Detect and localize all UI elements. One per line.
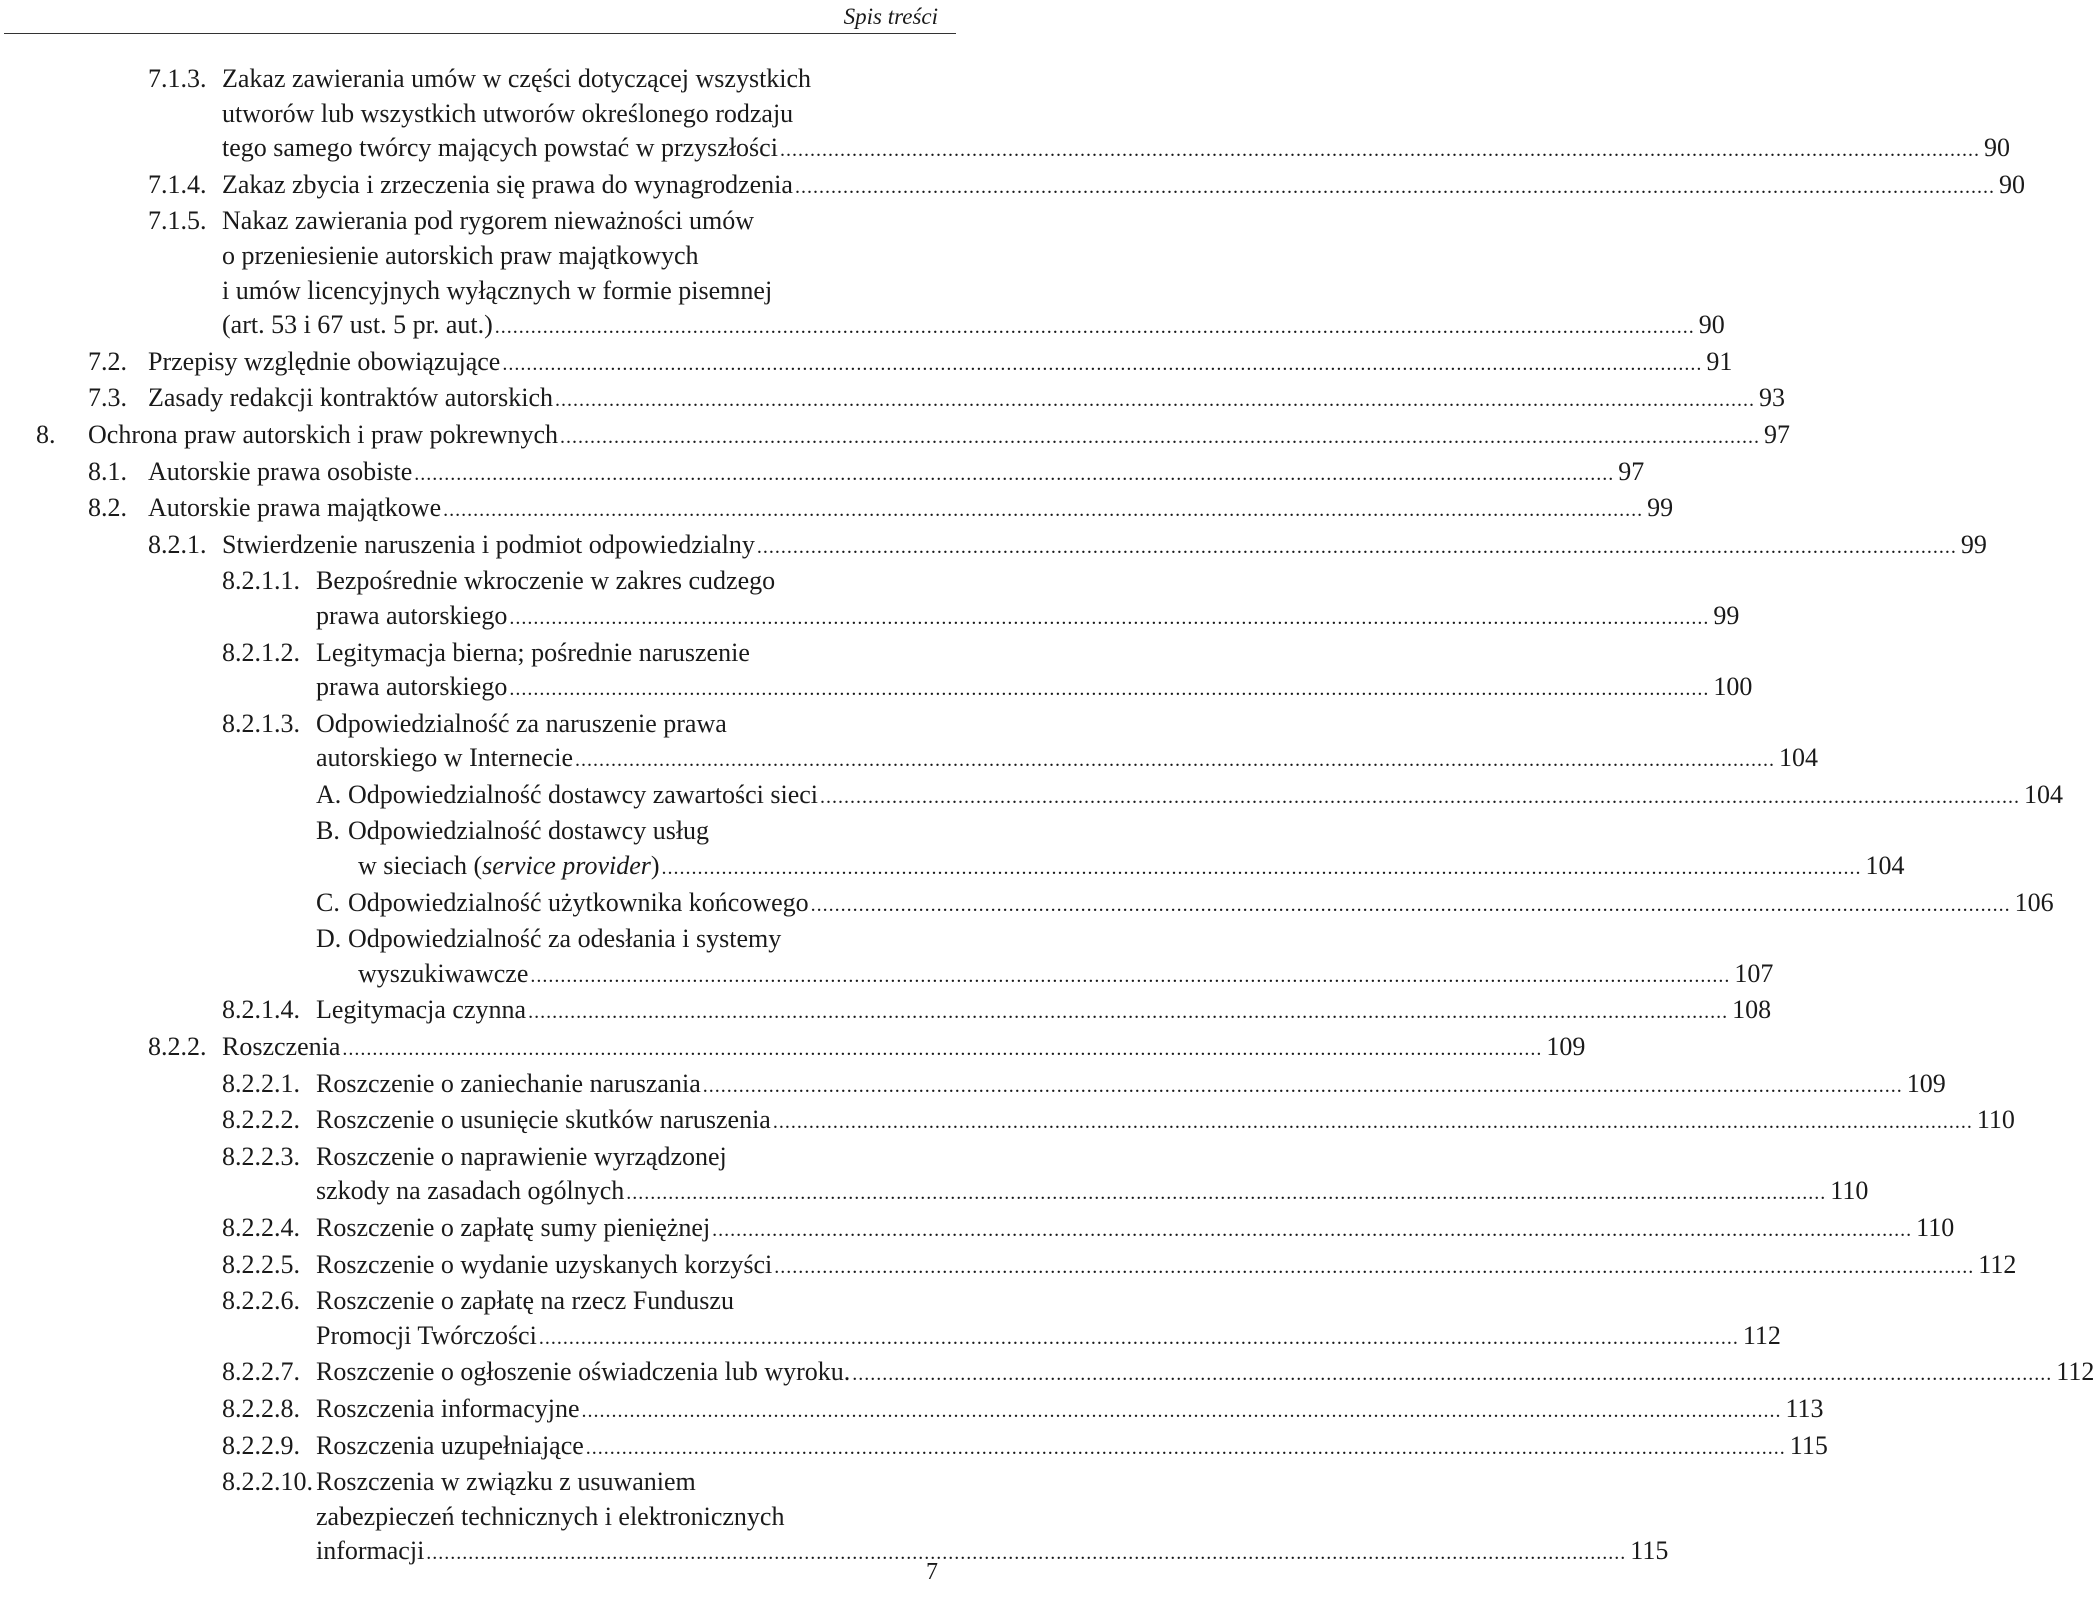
toc-entry-page: 100 <box>1713 672 1753 702</box>
table-of-contents <box>0 62 2094 1571</box>
page-header <box>0 0 960 36</box>
toc-entry-title-line: Odpowiedzialność za naruszenie prawa <box>316 708 727 738</box>
toc-entry-title-line: Ochrona praw autorskich i praw pokrewnych <box>88 419 559 449</box>
toc-entry[interactable] <box>0 814 1905 885</box>
toc-entry-number: 8.2.2.4. <box>222 1213 300 1242</box>
toc-entry-title-line: Zakaz zawierania umów w części dotyczącej wszystkich <box>222 64 812 93</box>
toc-entry-title-line: Autorskie prawa osobiste <box>148 456 413 486</box>
toc-entry-title <box>316 993 1771 1030</box>
dot-leader: ........................................................................................................................................................................................................ <box>538 1326 1739 1349</box>
toc-entry-title <box>316 1429 1828 1466</box>
toc-entry-title-line: Roszczenia uzupełniające <box>316 1430 584 1460</box>
toc-entry-page: 115 <box>1630 1536 1669 1566</box>
dot-leader: ........................................................................................................................................................................................................ <box>626 1182 1827 1205</box>
toc-entry-title <box>148 491 1673 528</box>
dot-leader: ........................................................................................................................................................................................................ <box>502 352 1703 375</box>
dot-leader: ........................................................................................................................................................................................................ <box>426 1542 1627 1565</box>
toc-entry-page: 112 <box>2056 1357 2094 1387</box>
toc-entry-title <box>316 1284 1781 1355</box>
toc-entry-page: 104 <box>1865 851 1905 881</box>
toc-entry[interactable] <box>0 778 2064 815</box>
toc-entry-page: 90 <box>1983 133 2010 163</box>
toc-entry[interactable] <box>0 636 1753 707</box>
toc-entry-number: 8.2.2.2. <box>222 1105 300 1135</box>
toc-entry-title-line: o przeniesienie autorskich praw majątkowych <box>222 240 699 270</box>
toc-entry-number: 8.2.2.5. <box>222 1249 300 1279</box>
toc-entry-title <box>222 1030 1585 1067</box>
dot-leader: ........................................................................................................................................................................................................ <box>661 857 1862 880</box>
toc-entry-title <box>316 1248 2016 1285</box>
dot-leader: ........................................................................................................................................................................................................ <box>852 1363 2053 1386</box>
toc-entry[interactable] <box>0 707 1819 778</box>
toc-entry-number: 8.2. <box>88 493 127 523</box>
toc-entry-page: 93 <box>1759 383 1786 413</box>
dot-leader: ........................................................................................................................................................................................................ <box>575 749 1776 772</box>
toc-entry-title-line: zabezpieczeń technicznych i elektronicznych <box>316 1501 785 1531</box>
toc-entry-page: 115 <box>1789 1430 1828 1460</box>
toc-entry-number: 8.2.2.6. <box>222 1286 300 1316</box>
toc-entry-number: 8.2.2.3. <box>222 1141 300 1171</box>
toc-entry-page: 106 <box>2014 887 2054 917</box>
dot-leader: ........................................................................................................................................................................................................ <box>774 1255 1975 1278</box>
toc-entry-title-line: Odpowiedzialność użytkownika końcowego <box>348 887 809 917</box>
toc-entry-title <box>348 886 2054 923</box>
toc-entry-page: 109 <box>1906 1068 1946 1098</box>
toc-entry-number: 7.2. <box>88 346 127 376</box>
toc-entry-page: 99 <box>1647 493 1674 523</box>
toc-entry-page: 97 <box>1764 419 1791 449</box>
toc-entry-title <box>316 1067 1946 1104</box>
toc-entry[interactable] <box>0 886 2054 923</box>
toc-entry-title-line: Przepisy względnie obowiązujące <box>148 346 501 376</box>
toc-entry[interactable] <box>0 168 2025 205</box>
toc-entry-title <box>316 1140 1868 1211</box>
toc-entry[interactable] <box>0 1140 1869 1211</box>
toc-entry-page: 110 <box>1916 1213 1955 1242</box>
dot-leader: ........................................................................................................................................................................................................ <box>509 606 1710 629</box>
toc-entry-title-line: w sieciach ( <box>358 851 483 881</box>
toc-entry-title-line: Autorskie prawa majątkowe <box>148 493 442 523</box>
toc-entry-number: 8.2.1.2. <box>222 637 300 667</box>
dot-leader: ........................................................................................................................................................................................................ <box>342 1038 1543 1061</box>
toc-entry-number: 7.1.5. <box>148 206 207 236</box>
toc-entry-title <box>316 1392 1824 1429</box>
toc-entry-title <box>348 922 1773 993</box>
dot-leader: ........................................................................................................................................................................................................ <box>756 535 1957 558</box>
dot-leader: ........................................................................................................................................................................................................ <box>585 1436 1786 1459</box>
toc-entry-number: A. <box>316 779 342 809</box>
toc-entry[interactable] <box>0 993 1772 1030</box>
toc-entry-number: D. <box>316 924 342 954</box>
dot-leader: ........................................................................................................................................................................................................ <box>702 1074 1903 1097</box>
toc-entry-number: 7.1.4. <box>148 169 207 199</box>
dot-leader: ........................................................................................................................................................................................................ <box>530 964 1731 987</box>
toc-entry-page: 107 <box>1734 958 1774 988</box>
toc-entry-number: 8.2.2.7. <box>222 1357 300 1387</box>
toc-entry-title-line: Roszczenie o naprawienie wyrządzonej <box>316 1141 727 1171</box>
header-title: Spis treści <box>843 4 938 29</box>
toc-entry-title-line: Roszczenie o zapłatę na rzecz Funduszu <box>316 1286 734 1316</box>
toc-entry-title-line: Legitymacja bierna; pośrednie naruszenie <box>316 637 750 667</box>
toc-entry-page: 108 <box>1732 995 1772 1025</box>
dot-leader: ........................................................................................................................................................................................................ <box>528 1001 1729 1024</box>
toc-entry-number: 8.2.1. <box>148 529 207 559</box>
toc-entry-number: 8. <box>36 419 56 449</box>
toc-entry-title-line: Odpowiedzialność za odesłania i systemy <box>348 924 782 954</box>
toc-entry-number: 8.2.2.8. <box>222 1393 300 1423</box>
toc-entry-title-line: Roszczenia <box>222 1032 341 1062</box>
toc-entry-title <box>148 381 1785 418</box>
toc-entry-title-line: szkody na zasadach ogólnych <box>316 1176 625 1206</box>
toc-entry-number: 7.3. <box>88 383 127 413</box>
toc-entry-number: 8.2.2.9. <box>222 1430 300 1460</box>
toc-entry-title <box>222 528 1987 565</box>
toc-entry-number: 7.1.3. <box>148 64 207 93</box>
toc-entry-title <box>148 455 1644 492</box>
toc-entry[interactable] <box>0 528 1987 565</box>
toc-entry-page: 104 <box>1779 743 1819 773</box>
toc-entry-title-line: Stwierdzenie naruszenia i podmiot odpowiedzialny <box>222 529 755 559</box>
toc-entry[interactable] <box>0 345 1733 382</box>
toc-entry[interactable] <box>0 455 1645 492</box>
toc-entry[interactable] <box>0 491 1674 528</box>
toc-entry-title-line: i umów licencyjnych wyłącznych w formie pisemnej <box>222 275 773 305</box>
toc-entry-title <box>348 778 2063 815</box>
toc-entry-title <box>316 1465 1668 1571</box>
toc-entry-title-line: (art. 53 i 67 ust. 5 pr. aut.) <box>222 310 493 340</box>
toc-entry-title-line: autorskiego w Internecie <box>316 743 574 773</box>
header-rule <box>4 33 956 34</box>
toc-entry[interactable] <box>0 1067 1946 1104</box>
toc-entry-title-line: informacji <box>316 1536 425 1566</box>
toc-entry-title-line: Roszczenie o zapłatę sumy pieniężnej <box>316 1213 711 1242</box>
toc-entry-after: ) <box>650 851 660 881</box>
toc-entry-page: 112 <box>1978 1249 2017 1279</box>
toc-entry-page: 110 <box>1976 1105 2015 1135</box>
toc-entry-title-line: Zakaz zbycia i zrzeczenia się prawa do wynagrodzenia <box>222 169 793 199</box>
toc-entry[interactable] <box>0 381 1786 418</box>
toc-entry-title <box>316 636 1752 707</box>
toc-entry[interactable] <box>0 1355 2094 1392</box>
dot-leader: ........................................................................................................................................................................................................ <box>494 316 1695 339</box>
toc-entry-page: 91 <box>1706 346 1733 376</box>
toc-entry-number: 8.2.1.1. <box>222 566 300 596</box>
toc-entry-title-line: Roszczenie o usunięcie skutków naruszenia <box>316 1105 771 1135</box>
toc-entry-page: 99 <box>1960 529 1987 559</box>
toc-entry[interactable] <box>0 922 1774 993</box>
toc-entry[interactable] <box>0 564 1740 635</box>
dot-leader: ........................................................................................................................................................................................................ <box>794 175 1995 198</box>
toc-entry-number: 8.2.2.10. <box>222 1467 313 1497</box>
dot-leader: ........................................................................................................................................................................................................ <box>810 893 2011 916</box>
toc-entry-title <box>222 168 2025 205</box>
toc-entry-number: C. <box>316 887 340 917</box>
toc-entry[interactable] <box>0 1103 2015 1140</box>
dot-leader: ........................................................................................................................................................................................................ <box>443 499 1644 522</box>
toc-entry-title <box>148 345 1732 382</box>
toc-entry[interactable] <box>0 418 1791 455</box>
toc-entry-title-line: Zasady redakcji kontraktów autorskich <box>148 383 554 413</box>
toc-entry-number: 8.2.2.1. <box>222 1068 300 1098</box>
toc-entry-title-line: Roszczenie o wydanie uzyskanych korzyści <box>316 1249 773 1279</box>
toc-entry[interactable] <box>0 1465 1669 1571</box>
dot-leader: ........................................................................................................................................................................................................ <box>555 389 1756 412</box>
toc-entry-page: 112 <box>1742 1320 1781 1350</box>
toc-entry-title <box>348 814 1905 885</box>
toc-entry-title <box>316 707 1818 778</box>
toc-entry-title-line: Odpowiedzialność dostawcy zawartości sieci <box>348 779 819 809</box>
toc-entry-number: 8.2.1.4. <box>222 995 300 1025</box>
toc-entry-number: 8.2.1.3. <box>222 708 300 738</box>
toc-entry[interactable] <box>0 62 2010 168</box>
toc-entry-title <box>222 62 2010 168</box>
toc-entry[interactable] <box>0 1211 1955 1248</box>
toc-entry-page: 90 <box>1998 169 2025 199</box>
toc-entry-title <box>222 204 1725 344</box>
toc-entry-title-line: prawa autorskiego <box>316 600 508 630</box>
toc-entry-number: 8.2.2. <box>148 1032 207 1062</box>
dot-leader: ........................................................................................................................................................................................................ <box>820 785 2021 808</box>
toc-entry-page: 109 <box>1546 1032 1586 1062</box>
toc-entry-page: 113 <box>1785 1393 1824 1423</box>
toc-entry[interactable] <box>0 1284 1781 1355</box>
toc-entry-title-line: Roszczenia w związku z usuwaniem <box>316 1467 696 1497</box>
toc-entry-title <box>316 564 1739 635</box>
dot-leader: ........................................................................................................................................................................................................ <box>560 425 1761 448</box>
toc-entry-title-line: Roszczenie o zaniechanie naruszania <box>316 1068 701 1098</box>
dot-leader: ........................................................................................................................................................................................................ <box>414 462 1615 485</box>
toc-entry-title-line: Odpowiedzialność dostawcy usług <box>348 816 710 846</box>
toc-entry-title <box>316 1103 2015 1140</box>
toc-entry-title-line: prawa autorskiego <box>316 672 508 702</box>
toc-entry-title-line: tego samego twórcy mających powstać w przyszłości <box>222 133 778 163</box>
toc-entry-title-line: Bezpośrednie wkroczenie w zakres cudzego <box>316 566 776 596</box>
dot-leader: ........................................................................................................................................................................................................ <box>509 678 1710 701</box>
toc-entry[interactable] <box>0 204 1725 344</box>
toc-entry-title-line: Roszczenia informacyjne <box>316 1393 580 1423</box>
toc-entry[interactable] <box>0 1248 2017 1285</box>
toc-entry-italic: service provider <box>482 851 651 881</box>
page-number: 7 <box>926 1559 938 1585</box>
toc-entry-title-line: Promocji Twórczości <box>316 1320 537 1350</box>
toc-entry-page: 90 <box>1698 310 1725 340</box>
toc-entry-title <box>316 1355 2094 1392</box>
toc-entry-page: 97 <box>1618 456 1645 486</box>
toc-entry-title-line: wyszukiwawcze <box>358 958 529 988</box>
dot-leader: ........................................................................................................................................................................................................ <box>779 139 1980 162</box>
toc-entry-page: 104 <box>2024 779 2064 809</box>
dot-leader: ........................................................................................................................................................................................................ <box>581 1399 1782 1422</box>
toc-entry-page: 99 <box>1713 600 1740 630</box>
toc-entry[interactable] <box>0 1429 1828 1466</box>
toc-entry-title-line: Roszczenie o ogłoszenie oświadczenia lub wyroku. <box>316 1357 851 1387</box>
toc-entry-page: 110 <box>1830 1176 1869 1206</box>
toc-entry[interactable] <box>0 1392 1824 1429</box>
toc-entry-title-line: utworów lub wszystkich utworów określonego rodzaju <box>222 98 794 128</box>
toc-entry-number: 8.1. <box>88 456 127 486</box>
dot-leader: ........................................................................................................................................................................................................ <box>772 1111 1973 1134</box>
dot-leader: ........................................................................................................................................................................................................ <box>712 1219 1913 1241</box>
toc-entry-title <box>316 1211 1954 1248</box>
toc-entry-title-line: Legitymacja czynna <box>316 995 527 1025</box>
toc-entry-title <box>88 418 1790 455</box>
toc-entry-title-line: Nakaz zawierania pod rygorem nieważności umów <box>222 206 755 236</box>
toc-entry-number: B. <box>316 816 340 846</box>
toc-entry[interactable] <box>0 1030 1586 1067</box>
